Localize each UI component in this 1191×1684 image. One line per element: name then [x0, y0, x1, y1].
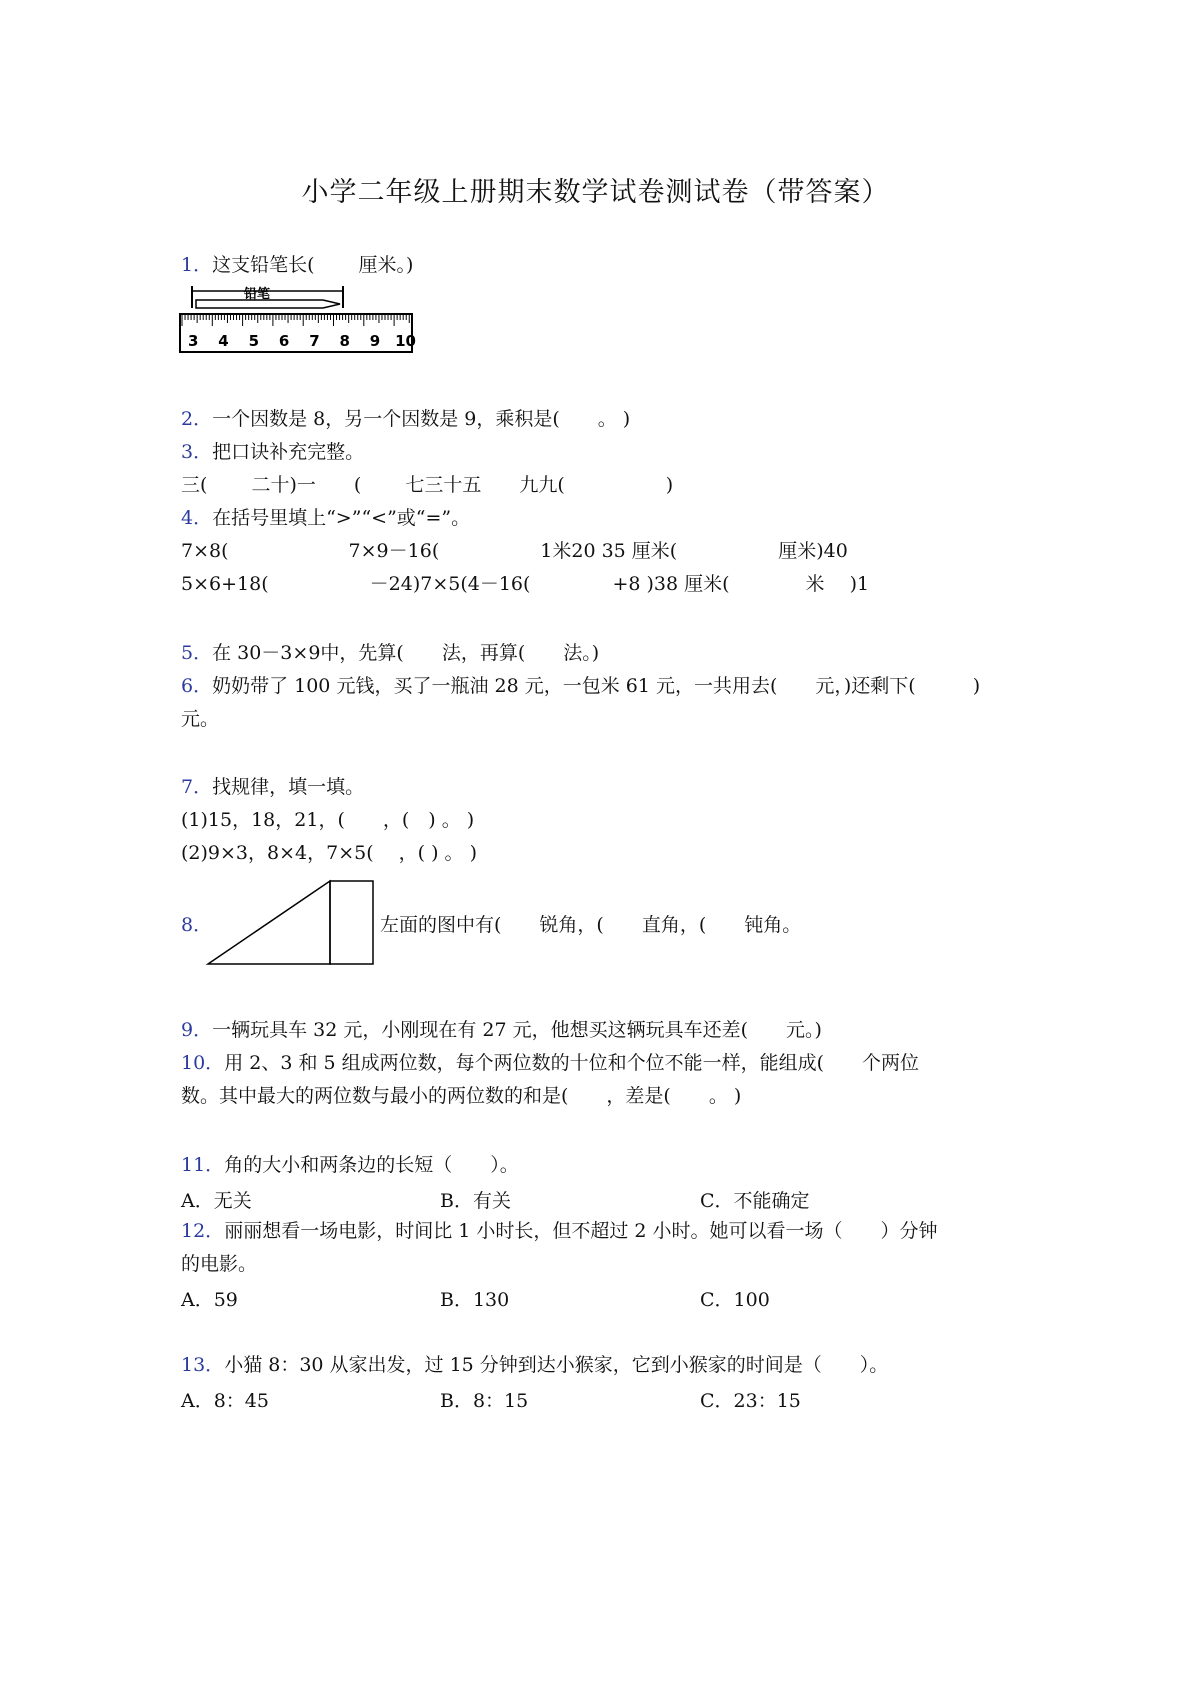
ruler-tick-label: 4	[218, 332, 229, 350]
page-title: 小学二年级上册期末数学试卷测试卷（带答案）	[301, 177, 890, 208]
option-b[interactable]: B．有关	[440, 1190, 511, 1212]
option-a[interactable]: A．8：45	[181, 1390, 269, 1412]
triangle-rectangle-figure	[205, 877, 377, 967]
question-number: 9．	[181, 1019, 213, 1041]
question-9	[181, 1018, 822, 1042]
question-7-line-2: (2)9×3，8×4，7×5( ，( ) 。 )	[181, 842, 478, 864]
ruler-figure	[178, 284, 422, 360]
question-3-line: 三( 二十)一 ( 七三十五 九九( )	[181, 474, 674, 496]
ruler-tick-label: 7	[309, 332, 320, 350]
question-number: 6．	[181, 675, 213, 697]
question-1	[181, 253, 413, 277]
option-c[interactable]: C．100	[700, 1289, 770, 1311]
pencil-label: 铅笔	[244, 287, 271, 302]
question-4	[181, 506, 470, 530]
question-6-cont: 元。	[181, 708, 220, 730]
option-a[interactable]: A．59	[181, 1289, 238, 1311]
question-8-number: 8．	[181, 914, 213, 936]
option-c[interactable]: C．不能确定	[700, 1190, 810, 1212]
ruler-tick-label: 10	[395, 332, 416, 350]
question-text: 角的大小和两条边的长短（ ）。	[224, 1154, 519, 1176]
question-number: 10．	[181, 1052, 225, 1074]
question-number: 12．	[181, 1220, 225, 1242]
ruler-tick-label: 8	[339, 332, 350, 350]
question-text: 小猫 8：30 从家出发，过 15 分钟到达小猴家，它到小猴家的时间是（ ）。	[224, 1354, 889, 1376]
question-text: 用 2、3 和 5 组成两位数，每个两位数的十位和个位不能一样，能组成( 个两位	[224, 1052, 920, 1074]
question-text: 一辆玩具车 32 元，小刚现在有 27 元，他想买这辆玩具车还差( 元。)	[212, 1019, 822, 1041]
question-text: 这支铅笔长( 厘米。)	[212, 254, 414, 276]
question-number: 2．	[181, 408, 213, 430]
question-number: 11．	[181, 1154, 225, 1176]
ruler-tick-label: 9	[369, 332, 381, 350]
option-b[interactable]: B．8：15	[440, 1390, 529, 1412]
question-number: 1．	[181, 254, 213, 276]
option-c[interactable]: C．23：15	[700, 1390, 801, 1412]
question-text: 奶奶带了 100 元钱，买了一瓶油 28 元，一包米 61 元，一共用去( 元，)还剩下( )	[212, 675, 981, 697]
option-b[interactable]: B．130	[440, 1289, 510, 1311]
question-text: 一个因数是 8，另一个因数是 9，乘积是( 。 )	[212, 408, 631, 430]
question-3	[181, 440, 364, 464]
ruler-tick-label: 6	[278, 332, 290, 350]
question-7	[181, 775, 364, 799]
question-text: 找规律，填一填。	[212, 776, 365, 798]
question-10	[181, 1051, 919, 1075]
question-11	[181, 1153, 519, 1177]
question-number: 7．	[181, 776, 213, 798]
question-4-row-1: 7×8( 7×9－16( 1米20 35 厘米( 厘米)40	[181, 540, 848, 562]
question-10-cont: 数。其中最大的两位数与最小的两位数的和是( ，差是( 。 )	[181, 1085, 742, 1107]
question-number: 13．	[181, 1354, 225, 1376]
ruler-tick-label: 5	[248, 332, 260, 350]
question-4-row-2: 5×6+18( －24)7×5(4－16( +8 )38 厘米( 米 )1	[181, 573, 870, 595]
question-7-line-1: (1)15，18，21，( ，( ) 。 )	[181, 809, 475, 831]
ruler-tick-label: 3	[188, 332, 199, 350]
question-text: 把口诀补充完整。	[212, 441, 365, 463]
question-13	[181, 1353, 888, 1377]
question-text: 在 30－3×9中，先算( 法，再算( 法。)	[212, 642, 600, 664]
question-5	[181, 641, 599, 665]
question-8-text: 左面的图中有( 锐角，( 直角，( 钝角。	[380, 914, 802, 936]
question-number: 3．	[181, 441, 213, 463]
option-a[interactable]: A．无关	[181, 1190, 252, 1212]
question-12-cont: 的电影。	[181, 1253, 258, 1275]
question-12	[181, 1219, 938, 1243]
question-2	[181, 407, 630, 431]
question-6	[181, 674, 980, 698]
question-text: 丽丽想看一场电影，时间比 1 小时长，但不超过 2 小时。她可以看一场（ ）分钟	[224, 1220, 938, 1242]
question-text: 在括号里填上“>”“<”或“=”。	[212, 507, 471, 529]
question-number: 4．	[181, 507, 213, 529]
question-number: 5．	[181, 642, 213, 664]
